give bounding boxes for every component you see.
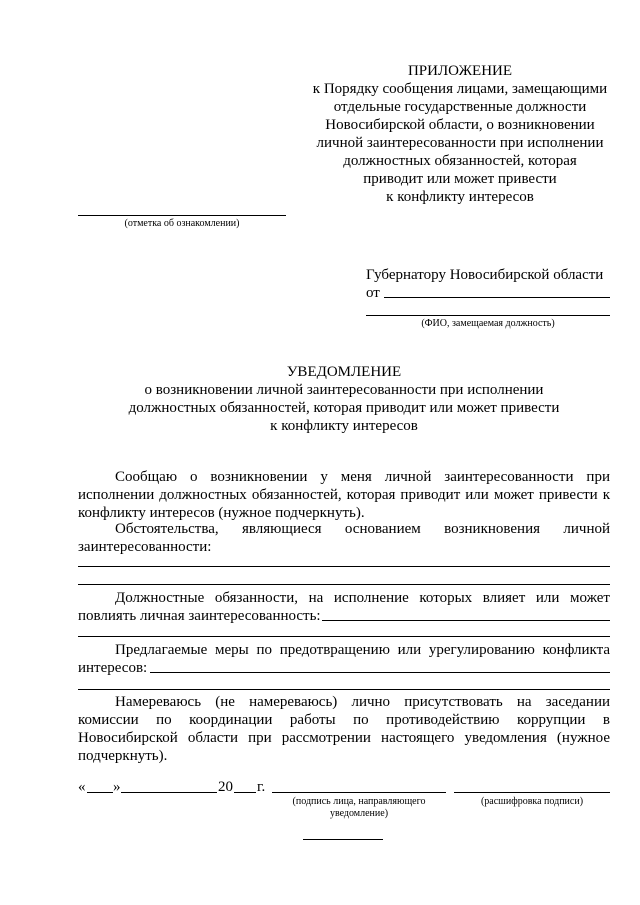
date-close-quote: » xyxy=(113,779,121,795)
paragraph-conflict: Сообщаю о возникновении у меня личной заинтересованности при исполнении должностных обязанностей, которая приводит или может привести к конфликту интересов (нужное подчеркнуть). xyxy=(78,469,610,521)
paragraph-measures: Предлагаемые меры по предотвращению или урегулированию конфликта интересов: xyxy=(78,642,610,676)
date-month-line xyxy=(121,792,217,793)
decoding-line xyxy=(454,792,610,793)
appendix-line: Новосибирской области, о возникновении xyxy=(325,117,595,133)
notice-subtitle-line: должностных обязанностей, которая приводит или может привести xyxy=(128,400,560,416)
circumstances-line xyxy=(78,566,610,567)
notice-title: УВЕДОМЛЕНИЕ xyxy=(286,364,402,380)
notice-header xyxy=(78,363,610,435)
paragraph-duties: Должностные обязанности, на исполнение которых влияет или может повлиять личная заинтересованность: xyxy=(78,590,610,624)
appendix-line: личной заинтересованности при исполнении xyxy=(316,135,604,151)
measures-line xyxy=(78,689,610,690)
appendix-title: ПРИЛОЖЕНИЕ xyxy=(407,63,513,79)
notice-subtitle-line: о возникновении личной заинтересованности при исполнении xyxy=(144,382,544,398)
appendix-line: приводит или может привести xyxy=(363,171,557,187)
acknowledgement-line xyxy=(78,215,286,216)
paragraph-circumstances: Обстоятельства, являющиеся основанием возникновения личной заинтересованности: xyxy=(78,521,610,555)
addressee-from-label: от xyxy=(366,285,380,301)
addressee-fio-line xyxy=(366,315,610,316)
date-open-quote: « xyxy=(78,779,86,795)
appendix-line: к конфликту интересов xyxy=(386,189,534,205)
date-year-suffix: г. xyxy=(257,779,266,795)
acknowledgement-label: (отметка об ознакомлении) xyxy=(124,218,240,229)
appendix-line: отдельные государственные должности xyxy=(333,99,587,115)
footer-separator xyxy=(303,839,383,840)
signature-line xyxy=(272,792,446,793)
fio-label: (ФИО, замещаемая должность) xyxy=(421,318,555,329)
addressee-to: Губернатору Новосибирской области xyxy=(366,267,604,283)
appendix-block xyxy=(300,62,620,206)
paragraph-attendance: Намереваюсь (не намереваюсь) лично присутствовать на заседании комиссии по координации работы по противодействию коррупции в Новосибирской области при рассмотрении настоящего уведомления (нужное подчеркнуть). xyxy=(78,694,610,764)
date-year-line xyxy=(234,792,256,793)
addressee-from-line xyxy=(384,297,610,298)
appendix-line: к Порядку сообщения лицами, замещающими xyxy=(312,81,608,97)
circumstances-line xyxy=(78,584,610,585)
signature-label: (подпись лица, направляющего уведомление) xyxy=(292,796,426,819)
measures-line xyxy=(150,672,610,673)
duties-line xyxy=(322,620,610,621)
date-day-line xyxy=(87,792,113,793)
decoding-label: (расшифровка подписи) xyxy=(480,796,584,807)
notice-subtitle-line: к конфликту интересов xyxy=(270,418,418,434)
duties-line xyxy=(78,636,610,637)
date-year-prefix: 20 xyxy=(218,779,233,795)
appendix-line: должностных обязанностей, которая xyxy=(343,153,577,169)
